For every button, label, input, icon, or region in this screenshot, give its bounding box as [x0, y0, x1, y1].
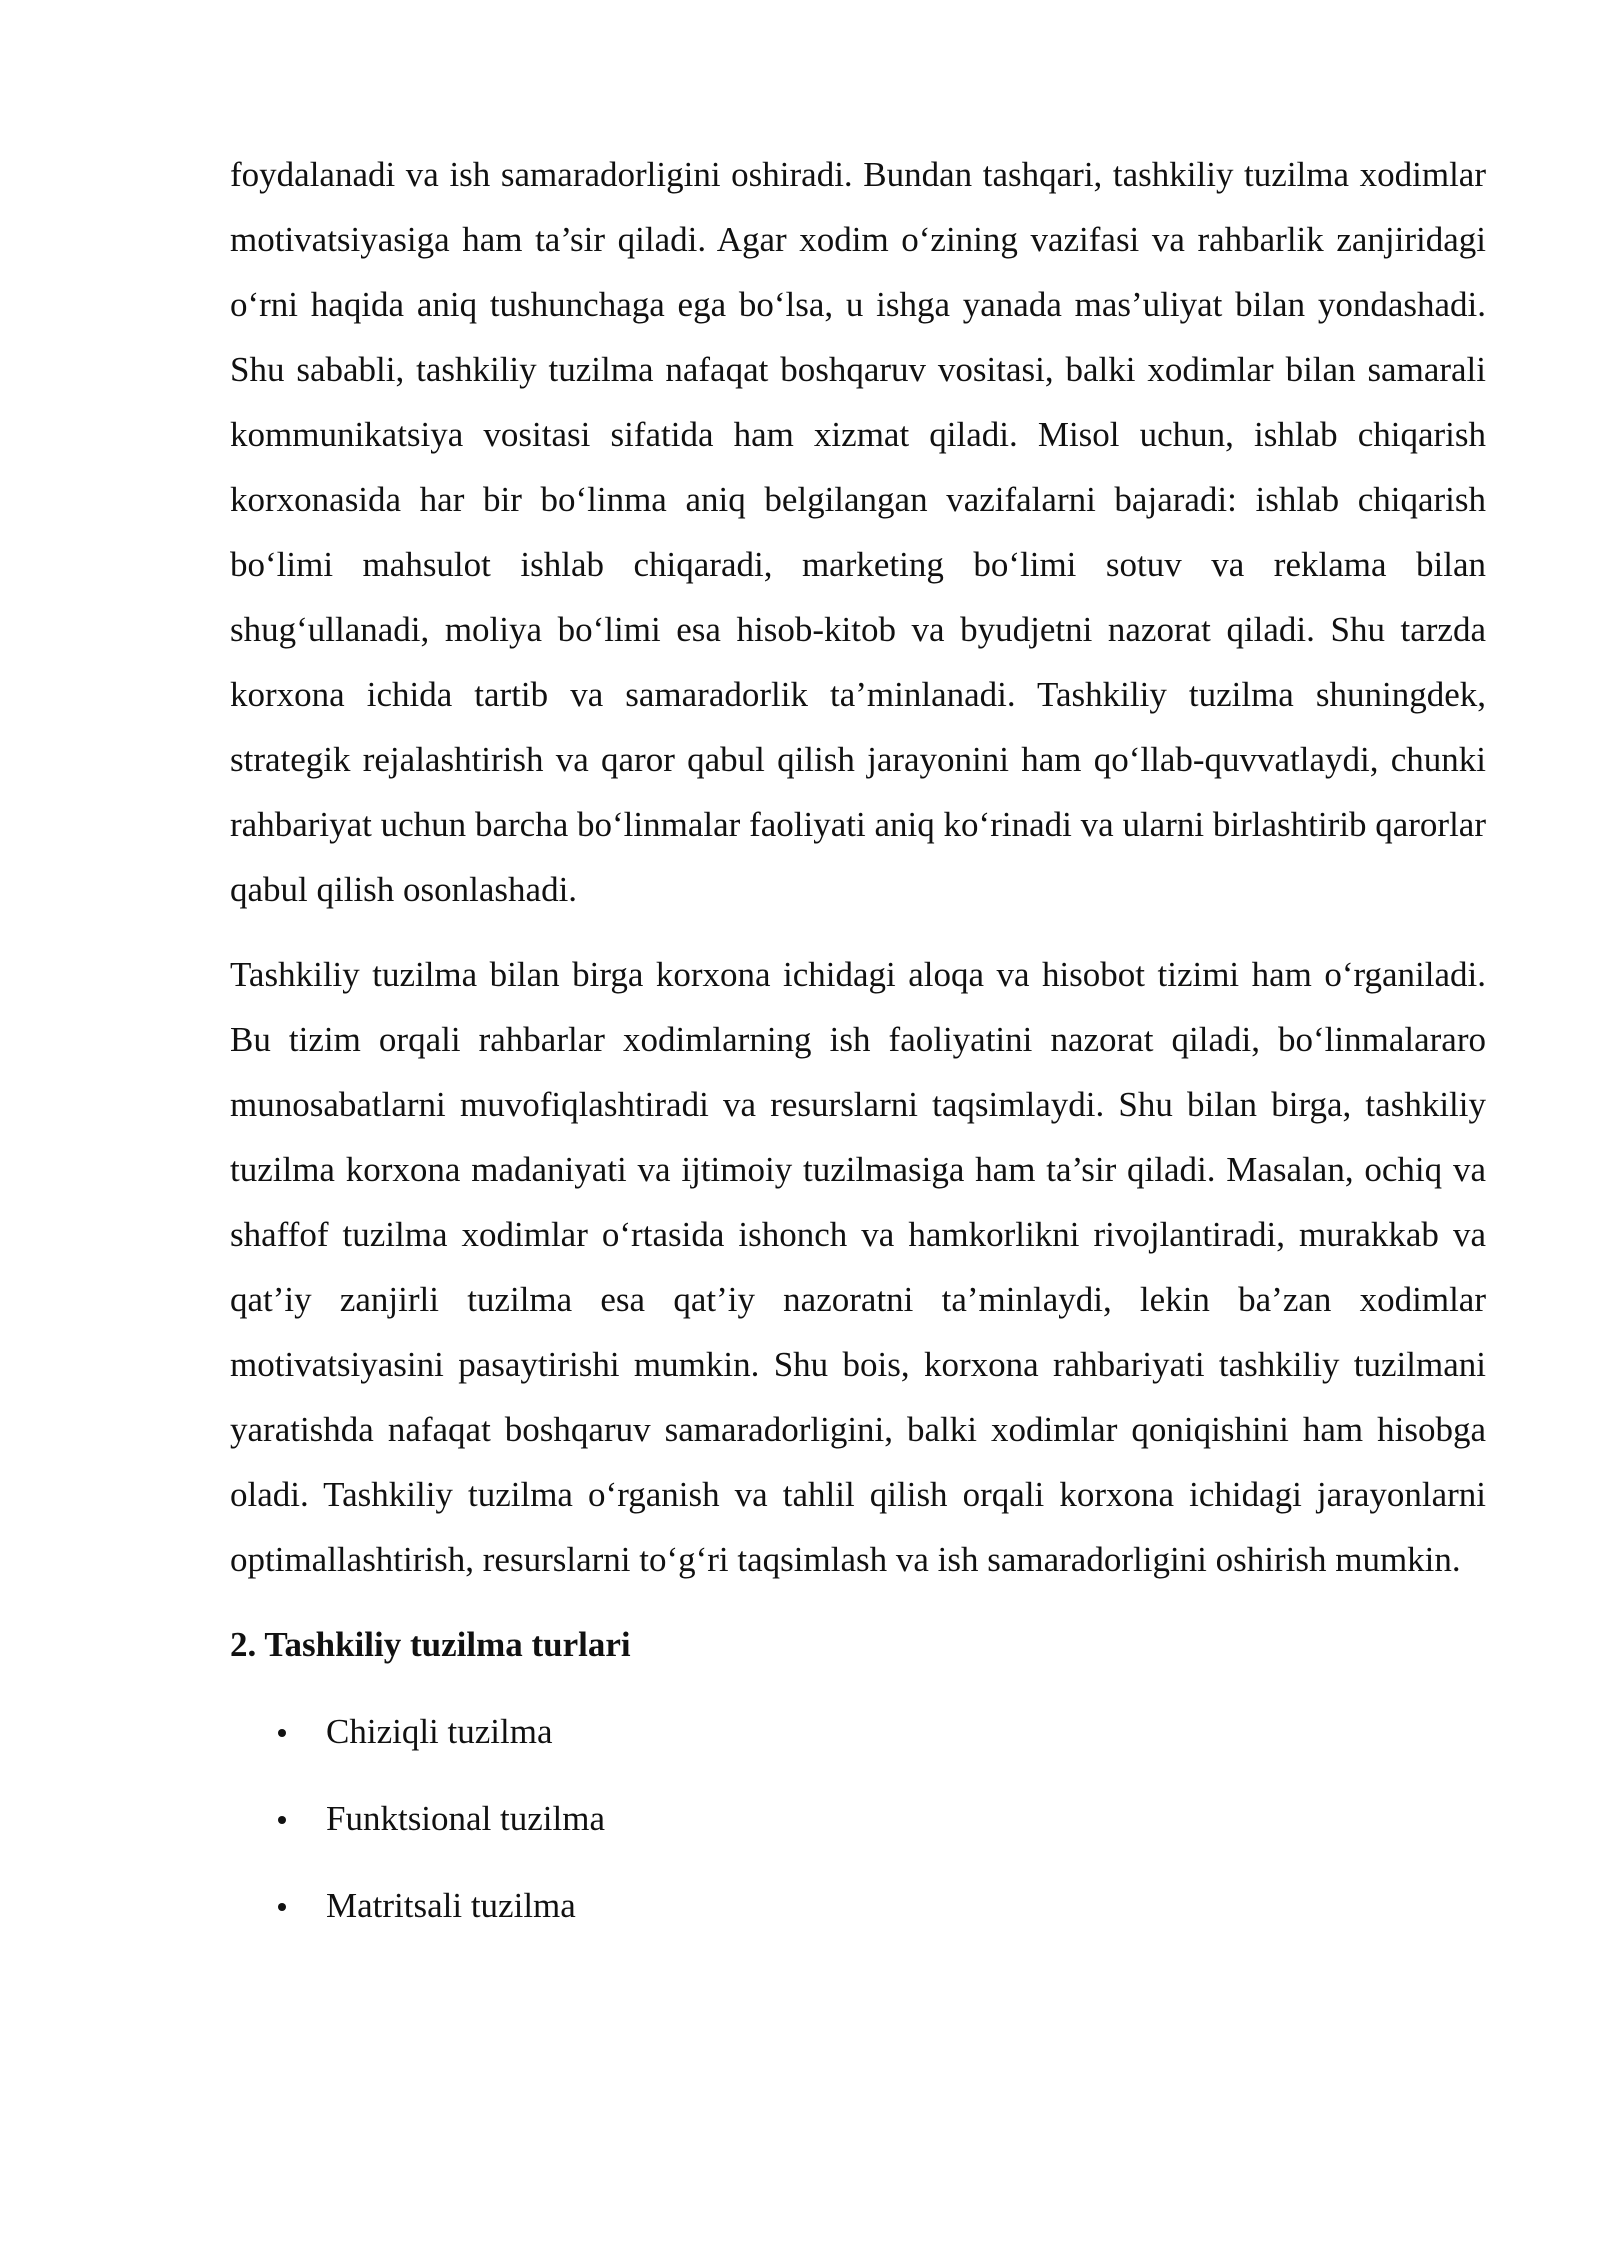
list-item-label: Matritsali tuzilma [326, 1886, 576, 1925]
section-heading: 2. Tashkiliy tuzilma turlari [230, 1625, 631, 1664]
list-item [230, 1786, 1486, 1851]
bullet-icon [278, 1816, 286, 1824]
bullet-icon [278, 1903, 286, 1911]
paragraph-2: Tashkiliy tuzilma bilan birga korxona ichidagi aloqa va hisobot tizimi ham o‘rganiladi. Bu tizim orqali rahbarlar xodimlarning ish faoliyatini nazorat qiladi, bo‘linmalararo munosabatlarni muvofiqlashtiradi va resurslarni taqsimlaydi. Shu bilan birga, tashkiliy tuzilma korxona madaniyati va ijtimoiy tuzilmasiga ham ta’sir qiladi. Masalan, ochiq va shaffof tuzilma xodimlar o‘rtasida ishonch va hamkorlikni rivojlantiradi, murakkab va qat’iy zanjirli tuzilma esa qat’iy nazoratni ta’minlaydi, lekin ba’zan xodimlar motivatsiyasini pasaytirishi mumkin. Shu bois, korxona rahbariyati tashkiliy tuzilmani yaratishda nafaqat boshqaruv samaradorligini, balki xodimlar qoniqishini ham hisobga oladi. Tashkiliy tuzilma o‘rganish va tahlil qilish orqali korxona ichidagi jarayonlarni optimallashtirish, resurslarni to‘g‘ri taqsimlash va ish samaradorligini oshirish mumkin. [230, 955, 1486, 1579]
list-item-label: Chiziqli tuzilma [326, 1712, 553, 1751]
bullet-list [230, 1699, 1486, 1938]
list-item-label: Funktsional tuzilma [326, 1799, 606, 1838]
list-item [230, 1699, 1486, 1764]
list-item [230, 1873, 1486, 1938]
bullet-icon [278, 1729, 286, 1737]
paragraph-1: foydalanadi va ish samaradorligini oshiradi. Bundan tashqari, tashkiliy tuzilma xodimlar motivatsiyasiga ham ta’sir qiladi. Agar xodim o‘zining vazifasi va rahbarlik zanjiridagi o‘rni haqida aniq tushunchaga ega bo‘lsa, u ishga yanada mas’uliyat bilan yondashadi. Shu sababli, tashkiliy tuzilma nafaqat boshqaruv vositasi, balki xodimlar bilan samarali kommunikatsiya vositasi sifatida ham xizmat qiladi. Misol uchun, ishlab chiqarish korxonasida har bir bo‘linma aniq belgilangan vazifalarni bajaradi: ishlab chiqarish bo‘limi mahsulot ishlab chiqaradi, marketing bo‘limi sotuv va reklama bilan shug‘ullanadi, moliya bo‘limi esa hisob-kitob va byudjetni nazorat qiladi. Shu tarzda korxona ichida tartib va samaradorlik ta’minlanadi. Tashkiliy tuzilma shuningdek, strategik rejalashtirish va qaror qabul qilish jarayonini ham qo‘llab-quvvatlaydi, chunki rahbariyat uchun barcha bo‘linmalar faoliyati aniq ko‘rinadi va ularni birlashtirib qarorlar qabul qilish osonlashadi. [230, 155, 1486, 909]
document-body [230, 142, 1486, 1960]
